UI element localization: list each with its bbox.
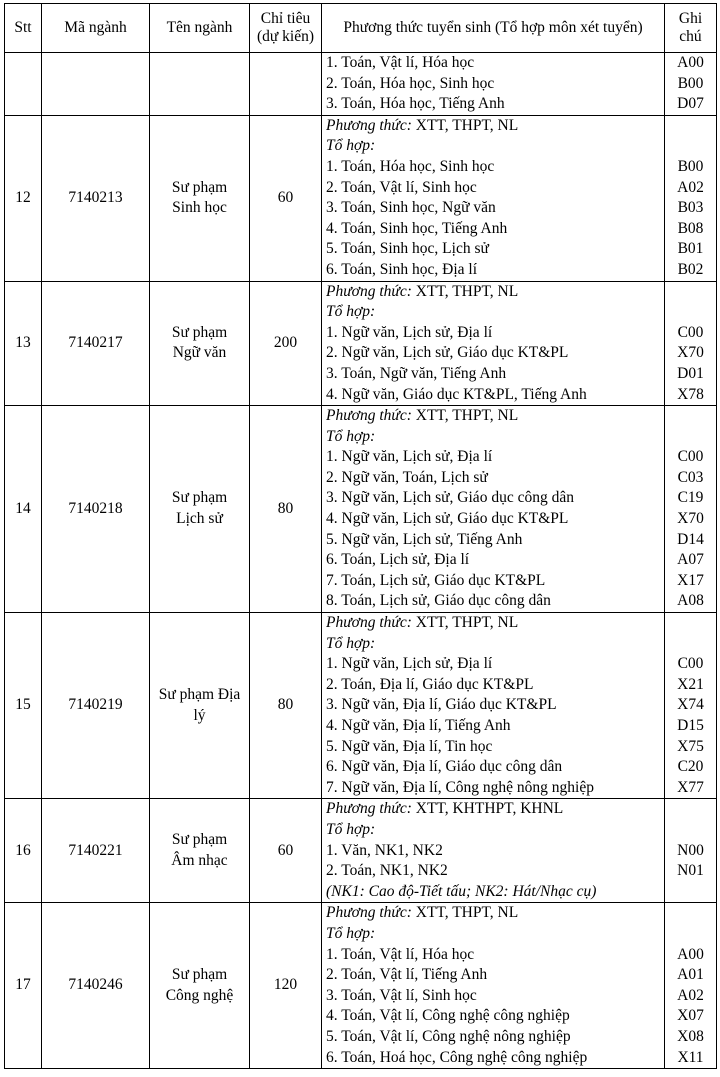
combo-code: A07	[677, 551, 704, 569]
row-stt: 14	[5, 406, 42, 613]
combo-code: B01	[677, 240, 704, 258]
combo-line: 1. Ngữ văn, Lịch sử, Địa lí	[326, 448, 493, 466]
combo-code: A08	[677, 592, 704, 610]
combo-line: 3. Toán, Hóa học, Tiếng Anh	[326, 95, 505, 113]
method-value: XTT, THPT, NL	[415, 614, 519, 632]
combo-code: B03	[677, 199, 704, 217]
method-line	[326, 903, 664, 924]
combo-code: A02	[677, 986, 704, 1004]
combo-code: B08	[677, 219, 704, 237]
row-name-line: Lịch sử	[176, 510, 223, 528]
row-name-line: Sư phạm	[171, 178, 228, 196]
row-name-line: Sinh học	[172, 199, 227, 217]
header-name: Tên ngành	[150, 4, 250, 53]
combo-code: X70	[677, 510, 704, 528]
combo-code: A02	[677, 178, 704, 196]
combo-line: 2. Toán, Vật lí, Sinh học	[326, 178, 477, 196]
combo-line: 1. Toán, Vật lí, Hóa học	[326, 945, 475, 963]
row-method	[322, 115, 665, 281]
combo-code: C19	[677, 489, 704, 507]
row-note	[665, 406, 717, 613]
combo-code: D01	[677, 364, 704, 382]
combo-code: D14	[677, 530, 704, 548]
combo-line: 3. Toán, Sinh học, Ngữ văn	[326, 199, 496, 217]
row-name-line: lý	[193, 706, 206, 724]
combo-line: 6. Toán, Lịch sử, Địa lí	[326, 551, 470, 569]
combo-code: X07	[677, 1007, 704, 1025]
row-stt: 12	[5, 115, 42, 281]
row-name	[150, 115, 250, 281]
combo-line: 4. Toán, Vật lí, Công nghệ công nghiệp	[326, 1007, 570, 1025]
row-code: 7140246	[42, 903, 150, 1069]
combo-heading	[326, 924, 664, 945]
table-row	[5, 281, 717, 406]
method-prefix: Phương thức:	[326, 904, 412, 922]
combo-code: A00	[677, 945, 704, 963]
combo-line: 1. Ngữ văn, Lịch sử, Địa lí	[326, 655, 493, 673]
combo-line: 5. Ngữ văn, Lịch sử, Tiếng Anh	[326, 530, 523, 548]
combo-code: C00	[677, 655, 704, 673]
row-quota: 80	[250, 406, 322, 613]
row-name-line: Sư phạm	[171, 489, 228, 507]
combo-code: X75	[677, 737, 704, 755]
row-quota: 60	[250, 799, 322, 903]
row-name-line: Sư phạm	[171, 323, 228, 341]
combo-prefix: Tổ hợp:	[326, 427, 376, 445]
method-value: XTT, KHTHPT, KHNL	[415, 800, 564, 818]
note-spacer	[665, 799, 716, 820]
note-spacer	[665, 116, 716, 137]
row-note	[665, 281, 717, 406]
method-line	[326, 406, 664, 427]
combo-line: 8. Toán, Lịch sử, Giáo dục công dân	[326, 592, 551, 610]
header-stt: Stt	[5, 4, 42, 53]
note-spacer	[665, 634, 716, 655]
table-row	[5, 799, 717, 903]
combo-line: 2. Ngữ văn, Toán, Lịch sử	[326, 468, 488, 486]
row-name	[150, 613, 250, 799]
note-spacer	[665, 924, 716, 945]
header-method: Phương thức tuyển sinh (Tổ hợp môn xét tuyển)	[322, 4, 665, 53]
row-code	[42, 53, 150, 116]
method-prefix: Phương thức:	[326, 614, 412, 632]
combo-prefix: Tổ hợp:	[326, 820, 376, 838]
note-spacer	[665, 820, 716, 841]
combo-code: A01	[677, 966, 704, 984]
table-row	[5, 53, 717, 116]
combo-prefix: Tổ hợp:	[326, 137, 376, 155]
combo-prefix: Tổ hợp:	[326, 924, 376, 942]
note-spacer	[665, 427, 716, 448]
method-line	[326, 613, 664, 634]
row-method	[322, 53, 665, 116]
row-name	[150, 799, 250, 903]
row-name	[150, 903, 250, 1069]
combo-line: 3. Ngữ văn, Địa lí, Giáo dục KT&PL	[326, 696, 557, 714]
combo-line: 2. Toán, Địa lí, Giáo dục KT&PL	[326, 675, 534, 693]
row-code: 7140221	[42, 799, 150, 903]
row-name-line: Sư phạm	[171, 966, 228, 984]
combo-heading	[326, 820, 664, 841]
row-name-line: Sư phạm	[171, 831, 228, 849]
row-method	[322, 903, 665, 1069]
method-prefix: Phương thức:	[326, 282, 412, 300]
combo-line: 6. Ngữ văn, Địa lí, Giáo dục công dân	[326, 758, 563, 776]
combo-line: 3. Toán, Ngữ văn, Tiếng Anh	[326, 364, 507, 382]
method-prefix: Phương thức:	[326, 407, 412, 425]
combo-line: 2. Toán, Vật lí, Tiếng Anh	[326, 966, 488, 984]
row-quota: 80	[250, 613, 322, 799]
combo-line: 4. Ngữ văn, Địa lí, Tiếng Anh	[326, 717, 511, 734]
method-value: XTT, THPT, NL	[415, 904, 519, 922]
table-row	[5, 115, 717, 281]
combo-code: C03	[677, 468, 704, 486]
combo-line: 6. Toán, Sinh học, Địa lí	[326, 260, 478, 278]
combo-code: X08	[677, 1027, 704, 1045]
row-method	[322, 281, 665, 406]
note-spacer	[665, 282, 716, 303]
table-row	[5, 903, 717, 1069]
combo-code: X70	[677, 344, 704, 362]
combo-line: 6. Toán, Hoá học, Công nghệ công nghiệp	[326, 1048, 588, 1066]
combo-line: 5. Toán, Sinh học, Lịch sử	[326, 240, 489, 258]
combo-code: N01	[677, 862, 704, 880]
table-row	[5, 613, 717, 799]
row-quota	[250, 53, 322, 116]
header-code: Mã ngành	[42, 4, 150, 53]
combo-line: 4. Toán, Sinh học, Tiếng Anh	[326, 219, 508, 237]
method-value: XTT, THPT, NL	[415, 116, 519, 134]
row-code: 7140213	[42, 115, 150, 281]
combo-code: X21	[677, 675, 704, 693]
table-row	[5, 406, 717, 613]
combo-line: 1. Văn, NK1, NK2	[326, 841, 443, 859]
combo-heading	[326, 136, 664, 157]
combo-code: B00	[677, 157, 704, 175]
combo-prefix: Tổ hợp:	[326, 303, 376, 321]
row-name-line: Âm nhạc	[171, 851, 228, 869]
row-method	[322, 406, 665, 613]
header-quota: Chỉ tiêu (dự kiến)	[250, 4, 322, 53]
row-code: 7140218	[42, 406, 150, 613]
row-method	[322, 613, 665, 799]
method-line	[326, 799, 664, 820]
combo-line: 1. Toán, Vật lí, Hóa học	[326, 54, 475, 71]
combo-line: 1. Toán, Hóa học, Sinh học	[326, 157, 495, 175]
row-name-line: Sư phạm Địa	[158, 686, 241, 704]
method-prefix: Phương thức:	[326, 800, 412, 818]
row-note	[665, 53, 717, 116]
row-stt	[5, 53, 42, 116]
note-spacer	[665, 302, 716, 323]
method-value: XTT, THPT, NL	[415, 282, 519, 300]
row-note	[665, 903, 717, 1069]
combo-line: 5. Toán, Vật lí, Công nghệ nông nghiệp	[326, 1027, 571, 1045]
combo-heading	[326, 634, 664, 655]
method-line	[326, 116, 664, 137]
combo-code: A00	[677, 54, 704, 71]
row-stt: 17	[5, 903, 42, 1069]
note-spacer	[665, 136, 716, 157]
combo-line: 3. Toán, Vật lí, Sinh học	[326, 986, 477, 1004]
combo-prefix: Tổ hợp:	[326, 634, 376, 652]
note-spacer	[665, 613, 716, 634]
row-name-line: Công nghệ	[165, 986, 234, 1004]
row-quota: 200	[250, 281, 322, 406]
combo-line: 2. Toán, NK1, NK2	[326, 862, 448, 880]
row-code: 7140219	[42, 613, 150, 799]
combo-code: B02	[677, 260, 704, 278]
row-name	[150, 406, 250, 613]
combo-heading	[326, 302, 664, 323]
combo-code: X11	[677, 1048, 704, 1066]
combo-code: X17	[677, 571, 704, 589]
row-method	[322, 799, 665, 903]
combo-code: N00	[677, 841, 704, 859]
combo-line: 1. Ngữ văn, Lịch sử, Địa lí	[326, 323, 493, 341]
combo-line: 4. Ngữ văn, Lịch sử, Giáo dục KT&PL	[326, 510, 569, 528]
row-note	[665, 799, 717, 903]
combo-line: 7. Ngữ văn, Địa lí, Công nghệ nông nghiệp	[326, 778, 594, 796]
combo-line: 3. Ngữ văn, Lịch sử, Giáo dục công dân	[326, 489, 574, 507]
method-prefix: Phương thức:	[326, 116, 412, 134]
combo-line: 5. Ngữ văn, Địa lí, Tin học	[326, 737, 493, 755]
combo-code: D15	[677, 717, 704, 734]
combo-code: X78	[677, 385, 704, 403]
combo-heading	[326, 427, 664, 448]
row-stt: 15	[5, 613, 42, 799]
row-stt: 13	[5, 281, 42, 406]
method-value: XTT, THPT, NL	[415, 407, 519, 425]
combo-code: X74	[677, 696, 704, 714]
combo-code: C00	[677, 448, 704, 466]
combo-code: D07	[677, 95, 704, 113]
method-line	[326, 282, 664, 303]
row-quota: 120	[250, 903, 322, 1069]
combo-line: 4. Ngữ văn, Giáo dục KT&PL, Tiếng Anh	[326, 385, 587, 403]
combo-code: B00	[677, 74, 704, 92]
row-name-line: Ngữ văn	[172, 344, 227, 362]
subject-note: (NK1: Cao độ-Tiết tấu; NK2: Hát/Nhạc cụ)	[326, 882, 597, 900]
combo-code: C20	[677, 758, 704, 776]
note-spacer	[665, 903, 716, 924]
combo-code: C00	[677, 323, 704, 341]
combo-line: 2. Toán, Hóa học, Sinh học	[326, 74, 495, 92]
admissions-table	[4, 3, 717, 1069]
combo-line: 7. Toán, Lịch sử, Giáo dục KT&PL	[326, 571, 546, 589]
row-name	[150, 53, 250, 116]
header-note: Ghi chú	[665, 4, 717, 53]
row-name	[150, 281, 250, 406]
header-row	[5, 4, 717, 53]
row-code: 7140217	[42, 281, 150, 406]
row-note	[665, 613, 717, 799]
note-spacer	[665, 406, 716, 427]
table-body	[5, 53, 717, 1069]
row-quota: 60	[250, 115, 322, 281]
row-note	[665, 115, 717, 281]
row-stt: 16	[5, 799, 42, 903]
combo-code: X77	[677, 778, 704, 796]
combo-line: 2. Ngữ văn, Lịch sử, Giáo dục KT&PL	[326, 344, 569, 362]
